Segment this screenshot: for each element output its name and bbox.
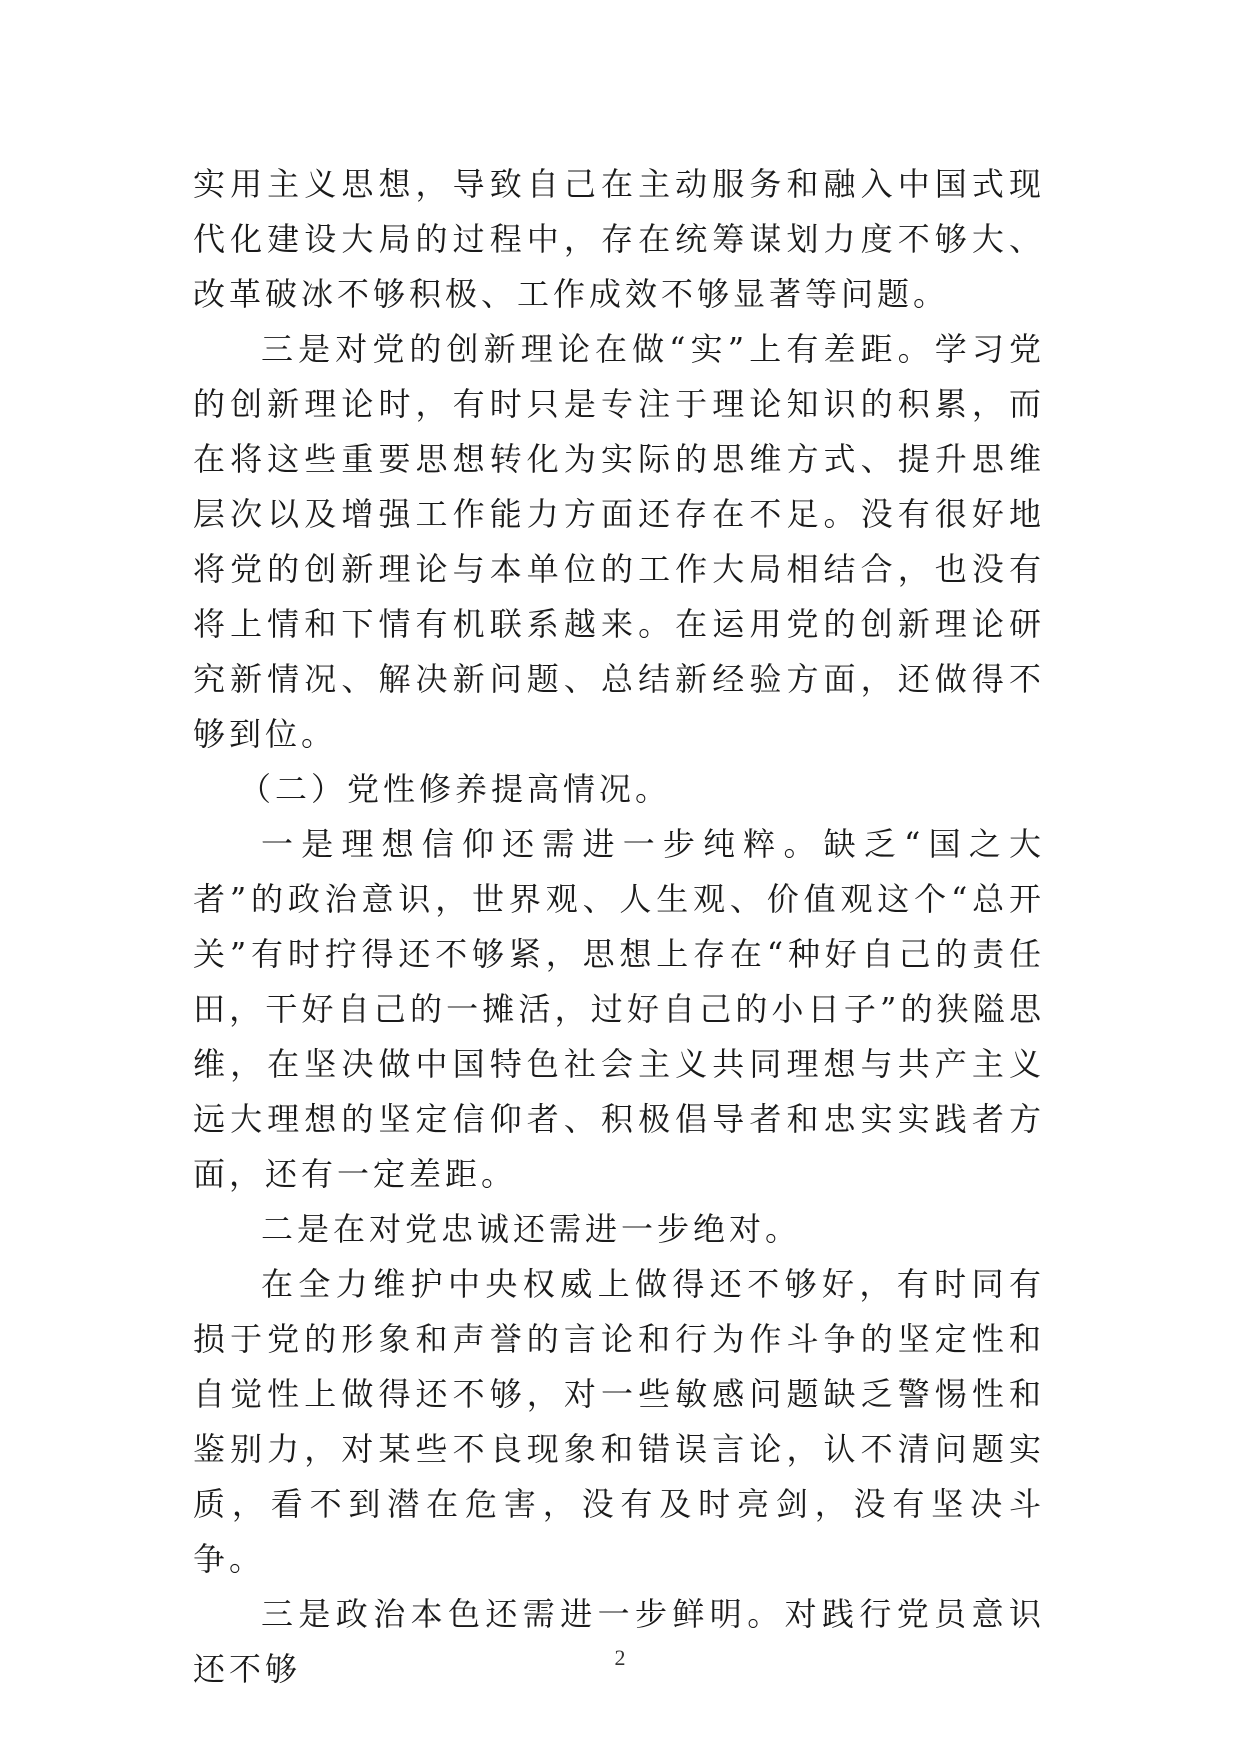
paragraph-continuation: 实用主义思想，导致自己在主动服务和融入中国式现代化建设大局的过程中，存在统筹谋划力度不够大、改革破冰不够积极、工作成效不够显著等问题。 [193,165,1045,313]
section-heading-party-spirit: （二）党性修养提高情况。 [239,770,672,808]
page-number: 2 [614,1645,626,1670]
document-body [193,157,1045,1697]
paragraph-loyalty-detail: 在全力维护中央权威上做得还不够好，有时同有损于党的形象和声誉的言论和行为作斗争的坚定性和自觉性上做得还不够，对一些敏感问题缺乏警惕性和鉴别力，对某些不良现象和错误言论，认不清问题实质，看不到潜在危害，没有及时亮剑，没有坚决斗争。 [193,1265,1045,1578]
paragraph-point-one-faith: 一是理想信仰还需进一步纯粹。缺乏“国之大者”的政治意识，世界观、人生观、价值观这个“总开关”有时拧得还不够紧，思想上存在“种好自己的责任田，干好自己的一摊活，过好自己的小日子”的狭隘思维，在坚决做中国特色社会主义共同理想与共产主义远大理想的坚定信仰者、积极倡导者和忠实实践者方面，还有一定差距。 [193,825,1045,1193]
paragraph-point-two-loyalty: 二是在对党忠诚还需进一步绝对。 [261,1210,802,1248]
paragraph-point-three-practice: 三是对党的创新理论在做“实”上有差距。学习党的创新理论时，有时只是专注于理论知识的积累，而在将这些重要思想转化为实际的思维方式、提升思维层次以及增强工作能力方面还存在不足。没有很好地将党的创新理论与本单位的工作大局相结合，也没有将上情和下情有机联系越来。在运用党的创新理论研究新情况、解决新问题、总结新经验方面，还做得不够到位。 [193,330,1045,753]
paragraph-point-three-political: 三是政治本色还需进一步鲜明。对践行党员意识还不够 [193,1595,1045,1688]
